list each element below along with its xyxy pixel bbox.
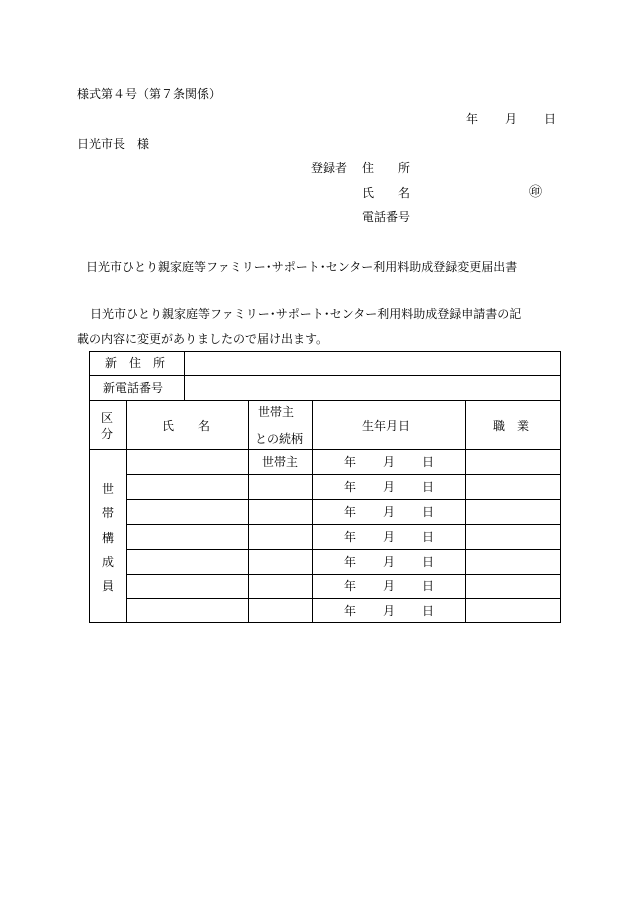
row-year: 年 [344, 604, 357, 618]
registrant-phone-label: 電話番号 [362, 210, 411, 224]
col-birthdate-header: 生年月日 [362, 419, 411, 433]
registrant-address-label: 住 所 [362, 161, 411, 175]
household-vertical-char: 成 [102, 555, 115, 569]
row-year: 年 [344, 505, 357, 519]
table-rule [126, 524, 561, 525]
col-category-top: 区 [101, 411, 114, 425]
household-vertical-char: 構 [102, 531, 115, 545]
body-text-line2: 載の内容に変更がありましたので届け出ます。 [77, 332, 329, 346]
row-year: 年 [344, 480, 357, 494]
col-occupation-header: 職 業 [493, 419, 530, 433]
seal-mark: ㊞ [529, 185, 543, 200]
row-relation: 世帯主 [262, 455, 299, 469]
new-address-label: 新 住 所 [105, 356, 166, 370]
date-day-label: 日 [544, 112, 557, 126]
registrant-name-label: 氏 名 [362, 186, 411, 200]
table-rule [312, 400, 313, 623]
row-month: 月 [383, 604, 396, 618]
row-year: 年 [344, 530, 357, 544]
row-month: 月 [383, 480, 396, 494]
form-number: 様式第４号（第７条関係） [77, 87, 222, 101]
date-year-label: 年 [466, 112, 479, 126]
row-year: 年 [344, 579, 357, 593]
table-rule [89, 400, 561, 401]
row-day: 日 [422, 604, 435, 618]
row-year: 年 [344, 455, 357, 469]
col-name-header: 氏 名 [162, 419, 211, 433]
new-phone-label: 新電話番号 [103, 381, 164, 395]
date-month-label: 月 [505, 112, 518, 126]
table-rule [184, 351, 185, 400]
row-day: 日 [422, 530, 435, 544]
row-month: 月 [383, 455, 396, 469]
body-text-line1: 日光市ひとり親家庭等ファミリー･サポート･センター利用料助成登録申請書の記 [90, 307, 522, 321]
table-rule [89, 449, 561, 450]
row-month: 月 [383, 505, 396, 519]
table-rule [89, 375, 561, 376]
row-day: 日 [422, 455, 435, 469]
table-rule [126, 549, 561, 550]
registrant-label: 登録者 [311, 161, 348, 175]
col-category-bottom: 分 [101, 427, 114, 441]
row-year: 年 [344, 555, 357, 569]
document-title: 日光市ひとり親家庭等ファミリー･サポート･センター利用料助成登録変更届出書 [86, 260, 518, 274]
row-month: 月 [383, 579, 396, 593]
row-day: 日 [422, 505, 435, 519]
household-vertical-char: 帯 [102, 506, 115, 520]
addressee: 日光市長 様 [77, 137, 150, 151]
household-vertical-char: 員 [102, 579, 115, 593]
table-rule [126, 474, 561, 475]
table-rule [126, 598, 561, 599]
row-month: 月 [383, 530, 396, 544]
row-day: 日 [422, 579, 435, 593]
row-day: 日 [422, 480, 435, 494]
table-rule [465, 400, 466, 623]
row-day: 日 [422, 555, 435, 569]
row-month: 月 [383, 555, 396, 569]
table-rule [126, 574, 561, 575]
table-rule [248, 400, 249, 623]
col-relation-top: 世帯主 [258, 405, 295, 419]
col-relation-bottom: との続柄 [255, 432, 304, 446]
table-rule [126, 400, 127, 623]
table-rule [126, 499, 561, 500]
household-vertical-char: 世 [102, 482, 115, 496]
